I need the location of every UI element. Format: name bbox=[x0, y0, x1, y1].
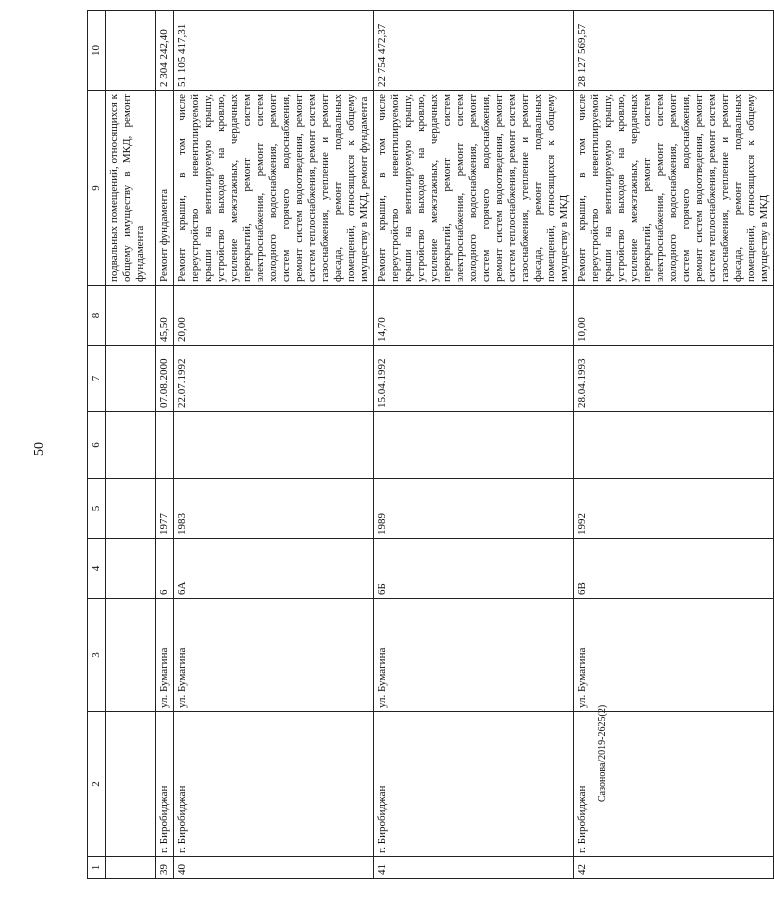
city: г. Биробиджан bbox=[174, 712, 374, 857]
column-number: 10 bbox=[88, 11, 106, 91]
work-description: подвальных помещений, относящихся к общему имуществу в МКД, ремонт фундамента bbox=[106, 91, 156, 286]
build-year: 1989 bbox=[374, 479, 574, 539]
work-description: Ремонт крыши, в том числе переустройство невентилируемой крыши на вентилируемую крышу, устройство выходов на кровлю, усиление межэтажных, чердачных перекрытий, ремонт систем электроснабжения, ремонт систем холодного водоснабжения, ремонт систем горячего водоснабжения, ремонт систем водоотведения, ремонт систем теплоснабжения, ремонт систем газоснабжения, утепление и ремонт фасада, ремонт подвальных помещений, относящихся к общему имуществу в МКД, ремонт фундамента bbox=[174, 91, 374, 286]
wear-percent: 20,00 bbox=[174, 286, 374, 346]
page-number: 50 bbox=[32, 442, 47, 456]
column-6 bbox=[174, 412, 374, 479]
wear-percent: 45,50 bbox=[156, 286, 174, 346]
rotated-table-container bbox=[87, 11, 770, 879]
house-number: 6 bbox=[156, 539, 174, 599]
row-number: 41 bbox=[374, 857, 574, 879]
work-description: Ремонт крыши, в том числе переустройство невентилируемой крыши на вентилируемую крышу, устройство выходов на кровлю, усиление межэтажных, чердачных перекрытий, ремонт систем электроснабжения, ремонт систем холодного водоснабжения, ремонт систем горячего водоснабжения, ремонт систем водоотведения, ремонт систем теплоснабжения, ремонт систем газоснабжения, утепление и ремонт фасада, ремонт подвальных помещений, относящихся к общему имуществу в МКД bbox=[374, 91, 574, 286]
build-year: 1983 bbox=[174, 479, 374, 539]
table-row bbox=[374, 11, 574, 879]
table-row bbox=[174, 11, 374, 879]
column-number: 3 bbox=[88, 599, 106, 712]
repair-program-table bbox=[87, 10, 774, 879]
column-number: 6 bbox=[88, 412, 106, 479]
wear-percent: 14,70 bbox=[374, 286, 574, 346]
cost: 51 105 417,31 bbox=[174, 11, 374, 91]
column-6 bbox=[374, 412, 574, 479]
street: ул. Бумагина bbox=[574, 599, 774, 712]
date: 22.07.1992 bbox=[174, 346, 374, 412]
street: ул. Бумагина bbox=[156, 599, 174, 712]
column-6 bbox=[574, 412, 774, 479]
column-6 bbox=[156, 412, 174, 479]
row-number: 40 bbox=[174, 857, 374, 879]
street: ул. Бумагина bbox=[374, 599, 574, 712]
table-row bbox=[574, 11, 774, 879]
column-number: 5 bbox=[88, 479, 106, 539]
build-year: 1977 bbox=[156, 479, 174, 539]
work-description: Ремонт фундамента bbox=[156, 91, 174, 286]
column-number-row bbox=[88, 11, 106, 879]
house-number: 6В bbox=[574, 539, 774, 599]
street: ул. Бумагина bbox=[174, 599, 374, 712]
column-number: 7 bbox=[88, 346, 106, 412]
date: 28.04.1993 bbox=[574, 346, 774, 412]
work-description: Ремонт крыши, в том числе переустройство невентилируемой крыши на вентилируемую крышу, устройство выходов на кровлю, усиление межэтажных, чердачных перекрытий, ремонт систем электроснабжения, ремонт систем холодного водоснабжения, ремонт систем горячего водоснабжения, ремонт систем водоотведения, ремонт систем теплоснабжения, ремонт систем газоснабжения, утепление и ремонт фасада, ремонт подвальных помещений, относящихся к общему имуществу в МКД bbox=[574, 91, 774, 286]
city: г. Биробиджан bbox=[374, 712, 574, 857]
date: 07.08.2000 bbox=[156, 346, 174, 412]
date: 15.04.1992 bbox=[374, 346, 574, 412]
build-year: 1992 bbox=[574, 479, 774, 539]
cost: 28 127 569,57 bbox=[574, 11, 774, 91]
column-number: 1 bbox=[88, 857, 106, 879]
document-code: Сазонова/2019-2625(2) bbox=[597, 704, 608, 802]
column-number: 8 bbox=[88, 286, 106, 346]
column-number: 2 bbox=[88, 712, 106, 857]
cost: 2 304 242,40 bbox=[156, 11, 174, 91]
column-number: 9 bbox=[88, 91, 106, 286]
house-number: 6А bbox=[174, 539, 374, 599]
wear-percent: 10,00 bbox=[574, 286, 774, 346]
cost: 22 754 472,37 bbox=[374, 11, 574, 91]
house-number: 6Б bbox=[374, 539, 574, 599]
row-number: 42 bbox=[574, 857, 774, 879]
table-row bbox=[156, 11, 174, 879]
column-number: 4 bbox=[88, 539, 106, 599]
city: г. Биробиджан bbox=[156, 712, 174, 857]
continuation-row bbox=[106, 11, 156, 879]
row-number: 39 bbox=[156, 857, 174, 879]
city: г. Биробиджан bbox=[574, 712, 774, 857]
